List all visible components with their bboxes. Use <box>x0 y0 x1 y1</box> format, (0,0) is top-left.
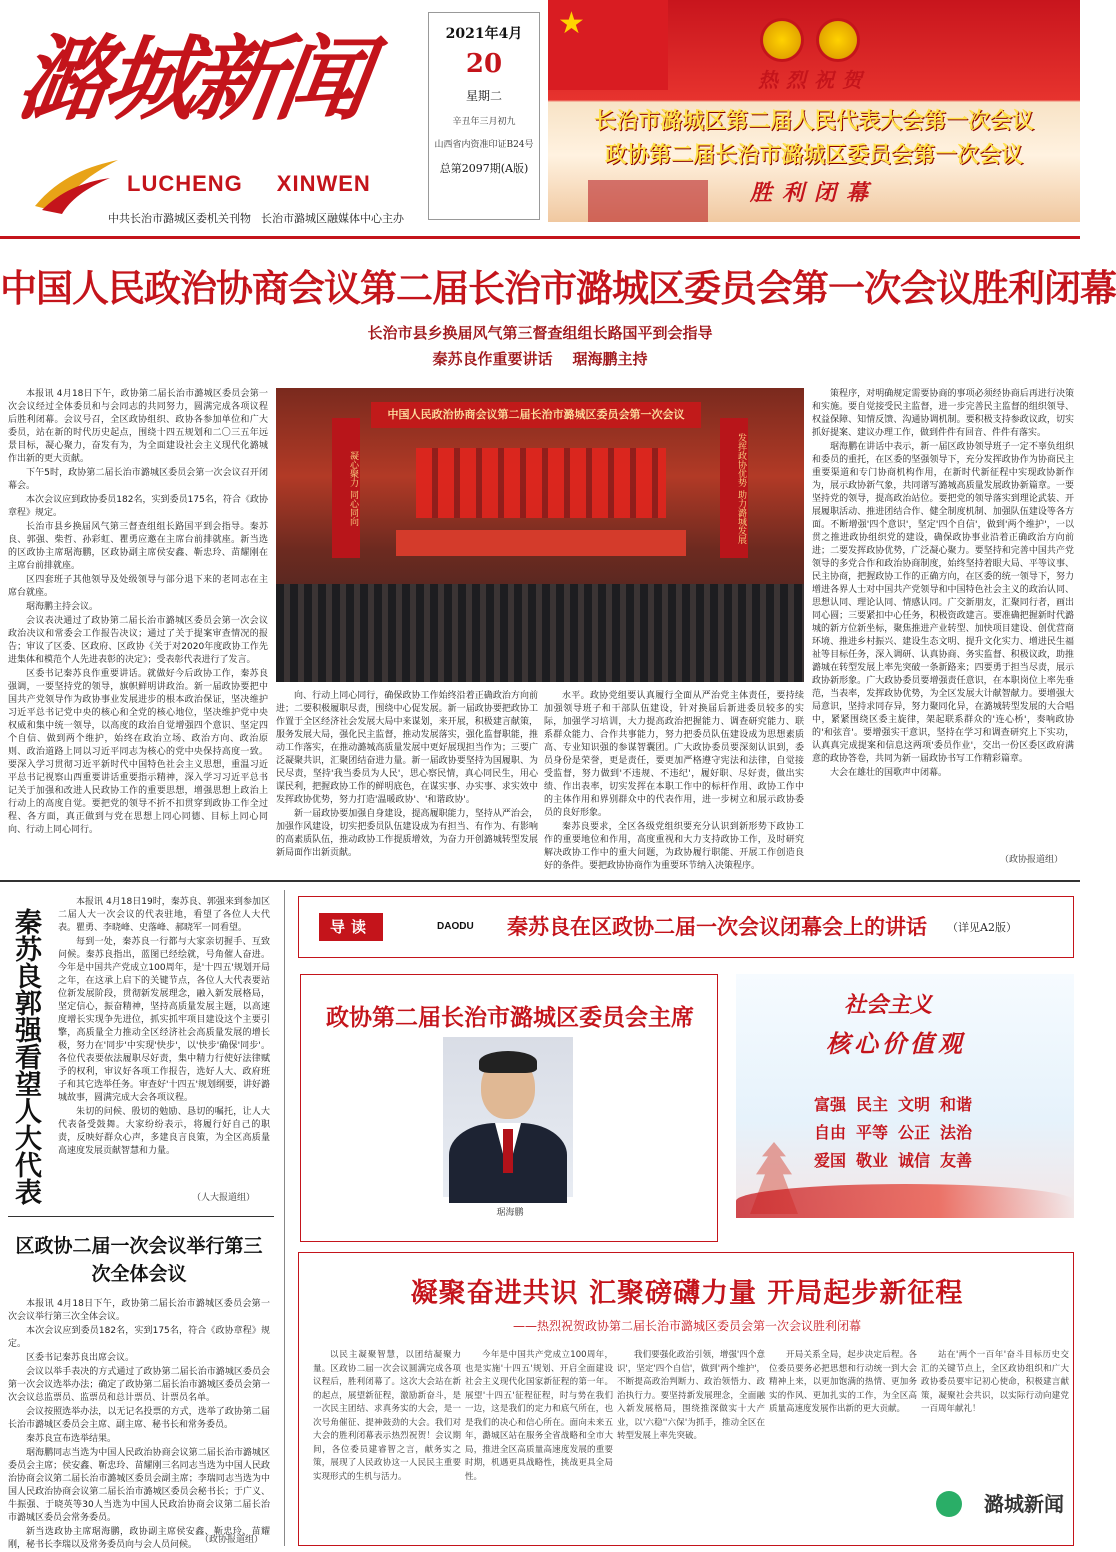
values-row <box>814 1092 982 1115</box>
lead-subhead-2 <box>0 348 1080 369</box>
value-word: 民主 <box>856 1095 889 1114</box>
pinyin-word: XINWEN <box>276 171 371 196</box>
value-word: 富强 <box>814 1095 847 1114</box>
paragraph: 区委书记秦苏良作重要讲话。就做好今后政协工作，秦苏良强调，一要坚持党的领导，旗帜鲜明讲政治。新一届政协要把中国共产党领导作为政协事业发展进步的根本政治保证，坚决维护习近平总书记党中央的核心和全党的核心地位，坚决维护党中央权威和集中统一领导，以高度的政治自觉增强四个意识、坚定四个自信、做到两个维护，始终在政治立场、政治方向、政治原则、政治道路上同以习近平同志为核心的党中央保持高度一致。要深入学习贯彻习近平新时代中国特色社会主义思想，重温习近平总书记视察山西重要讲话重要指示精神，深入学习习近平总书记关于加强和改进人民政协工作的重要思想，增强思想上政治上行动上的高度自觉。要把党的领导不折不扣贯穿到政协工作全过程、各方面，真正做到与党在思想上同心同德、目标上同心同向、行动上同心同行。 <box>8 669 268 835</box>
newspaper-pinyin <box>127 171 405 197</box>
lead-subhead: 长治市县乡换届风气第三督查组组长路国平到会指导 <box>367 324 713 342</box>
editorial-column <box>769 1349 917 1539</box>
paragraph: 本次会议应到政协委员182名，实到委员175名，符合《政协章程》规定。 <box>8 495 268 518</box>
paragraph: 下午5时，政协第二届长治市潞城区委员会第一次会议召开闭幕会。 <box>8 468 268 491</box>
portrait-photo <box>443 1037 573 1197</box>
paragraph: 我们要强化政治引领，增强'四个意识'，坚定'四个自信'，做到'两个维护'，不断提高政治判断力、政治领悟力、政治执行力。要坚持新发展理念，全面融入新发展格局，围绕推深做实十大产业，以'六稳''六保'为抓手，推动全区在转型发展上率先突破。 <box>617 1350 765 1441</box>
paragraph: 秦苏良宣布选举结果。 <box>26 1434 117 1444</box>
audience <box>276 584 804 682</box>
portrait-caption: 琚海鹏 <box>496 1208 524 1218</box>
guide-tag: 导读 <box>319 913 383 941</box>
paragraph: 长治市县乡换届风气第三督查组组长路国平到会指导。秦苏良、郭强、柴哲、孙彩虹、瞿勇应邀在主席台前排就座。新当选的区政协主席琚海鹏，区政协副主席侯安鑫、靳忠玲、苗耀刚在主席台前排就座。 <box>8 522 268 571</box>
brand <box>12 6 422 226</box>
byline: （政协报道组） <box>200 1535 264 1545</box>
masthead-divider <box>0 236 1080 239</box>
guide-pinyin: DAODU <box>437 921 474 932</box>
column-divider <box>284 890 285 1546</box>
paragraph: 开局关系全局，起步决定后程。各位委员要务必把思想和行动统一到大会精神上来，以更加饱满的热情、更加务实的作风、更加扎实的工作，为全区高质量高速度发展作出新的更大贡献。 <box>769 1350 917 1414</box>
guide-page-ref: （详见A2版） <box>947 921 1017 934</box>
section-divider <box>0 880 1080 882</box>
paragraph: 策程序，对明确规定需要协商的事项必须经协商后再进行决策和实施。要自觉接受民主监督，进一步完善民主监督的组织领导、权益保障、知情反馈、沟通协调机制。要积极支持参政议政，切实抓好提案、建议办理工作，做到件件有回音、件件有落实。 <box>812 389 1074 438</box>
value-word: 自由 <box>814 1123 847 1142</box>
lead-column-2 <box>276 690 538 870</box>
values-row <box>814 1120 982 1143</box>
stage <box>396 530 686 556</box>
lead-column-3 <box>544 690 804 870</box>
paragraph: 琚海鹏在讲话中表示，新一届区政协领导班子一定不辜负组织和委员的重托，在区委的坚强领导下，充分发挥政协作为协商民主重要渠道和专门协商机构作用，在新时代新征程中实现政协新作为，展示政协新气象，共同谱写潞城高质量发展政协新篇章。一要坚持党的领导，提高政治站位。要把党的领导落实到理论武装、开展履职活动、推进团结合作、健全制度机制、加强队伍建设等各方面。不断增强'四个意识'，坚定'四个自信'，做到'两个维护'，一以贯之推进政协组织党的建设，确保政协事业沿着正确政治方向前进；二要发挥政协优势，广泛凝心聚力。要坚持和完善中国共产党领导的多党合作和政治协商制度，始终坚持着眼大局、平等议事、民主协商，把握政协工作的正确方向，在区委的统一领导下，努力增进各界人士对中国共产党领导和中国特色社会主义的政治认同、思想认同、理论认同、情感认同。广交新朋友，汇聚同行者，画出同心圆；三要紧扣中心任务，积极资政建言。要准确把握新时代潞城的新方位新坐标，聚焦推进产业转型、加快项目建设、创优营商环境、推进乡村振兴、建设生态文明、提升文化实力、增进民生福祉等目标任务，深入调研、认真协商、务实监督、积极议政，助推潞城在转型发展上率先突破一条新路来；四要勇于担当尽责，展示政协新形象。广大政协委员要增强责任意识，在本职岗位上率先垂范，当表率，发挥政协优势，为全区发展大计献智献力。要增强大局意识，坚持求同存异，努力聚同化异，在潞城转型发展的大合唱中，紧紧围绕区委主旋律，架起联系群众的'连心桥'，奏响政协的'和弦音'。要增强实干意识，坚持在学习和调查研究上下实功，认真真完成提案和信息这两项'委员作业'，交出一份区委区政府满意的政协答卷，共同为新一届政协书写工作精彩篇章。 <box>812 442 1074 764</box>
paragraph: 水平。政协党组要认真履行全面从严治党主体责任，要持续加强领导班子和干部队伍建设，针对换届后新进委员较多的实际，加强学习培训，大力提高政治把握能力、调查研究能力、联系群众能力、合作共事能力，努力把委员队伍建设成为思想素质高、专业知识强的参谋智囊团。广大政协委员要深刻认识到，委员身份是荣誉，更是责任，要更加严格遵守宪法和法律，自觉接受监督，努力做到'不违规、不违纪'，履好职、尽好责，做出实绩、作出表率，切实发挥在本职工作中的标杆作用、政协工作中的主体作用和界别群众中的代表作用，进一步树立和展示政协委员的良好形象。 <box>544 691 804 818</box>
issue-number: 总第2097期(A版) <box>439 162 529 175</box>
tie <box>503 1129 513 1173</box>
paragraph: 站在'两个一百年'奋斗目标历史交汇的关键节点上，全区政协组织和广大政协委员要牢记初心使命，积极建言献策，凝聚社会共识，以实际行动向建党一百周年献礼！ <box>921 1350 1069 1414</box>
photo-stage-banner: 中国人民政治协商会议第二届长治市潞城区委员会第一次会议 <box>371 402 701 428</box>
value-word: 诚信 <box>898 1151 931 1170</box>
paragraph: 新一届政协要加强自身建设，提高履职能力，坚持从严治会，加强作风建设，切实把委员队伍建设成为有担当、有作为、有影响的高素质队伍，推动政协工作提质增效，为奋力开创潞城转型发展新局面作出新贡献。 <box>276 809 538 858</box>
editorial-column <box>465 1349 613 1539</box>
left-story-body <box>58 896 270 1194</box>
value-word: 文明 <box>898 1095 931 1114</box>
section-title: 区政协二届一次会议举行第三次全体会议 <box>15 1235 263 1285</box>
date-box <box>428 12 540 220</box>
paragraph: 以民主凝聚智慧，以团结凝聚力量。区政协二届一次会议圆满完成各项议程后，胜利闭幕了。这次大会站在新的起点，展望新征程，激励新奋斗，是一次民主团结、求真务实的大会，是一次号角催征、提神鼓劲的大会。我们对大会的胜利闭幕表示热烈祝贺！会议期间，各位委员建睿智之言，献务实之策，展现了人民政协这一人民民主重要实现形式的生机与活力。 <box>313 1350 461 1482</box>
weekday: 星期二 <box>465 89 502 103</box>
paragraph: 本报讯 4月18日下午，政协第二届长治市潞城区委员会第一次会议经过全体委员和与会同志的共同努力，圆满完成各项议程后胜利闭幕。会议号召，全区政协组织、政协各参加单位和广大委员，站在新的时代历史起点，围绕十四五规划和二〇三五年远景目标，凝心聚力，奋发有为，为全面建设社会主义现代化潞城作出新的更大贡献。 <box>8 389 268 464</box>
paragraph: 向、行动上同心同行，确保政协工作始终沿着正确政治方向前进；二要积极履职尽责，围绕中心促发展。新一届政协要把政协工作置于全区经济社会发展大局中来谋划，来开展，积极建言献策，服务发展大局，强化民主监督，推动发展落实，强化监督职能，推动工作落实，在推动潞城高质量发展中更好展现担当作为；三要广泛凝聚共识，汇聚团结奋进力量。新一届政协要坚持为国履职、为民尽责，坚持'我当委员为人民'，思心察民情，真心同民生，用心谋民利，把握政协工作的鲜明底色，在谋实事、办实事、求实效中发挥政协优势，努力打造'温暖政协'、'和谐政协'。 <box>276 691 538 805</box>
paragraph: 会议按照选举办法，以无记名投票的方式，选举了政协第二届长治市潞城区委员会主席、副主席、秘书长和常务委员。 <box>8 1407 270 1430</box>
masthead <box>0 0 1080 232</box>
value-word: 平等 <box>856 1123 889 1142</box>
photo-side-banner: 发挥政协优势 助力潞城发展 <box>720 418 748 558</box>
paragraph: 区四套班子其他领导及处级领导与部分退下来的老同志在主席台就座。 <box>8 575 268 598</box>
banner-line: 长治市潞城区第二届人民代表大会第一次会议 <box>593 108 1034 134</box>
value-word: 公正 <box>898 1123 931 1142</box>
paragraph: 朱切的问候、殷切的勉励、恳切的嘱托，让人大代表备受鼓舞。大家纷纷表示，将履行好自己的职责，反映好群众心声，多建良言良策，为全区高质量高速度发展贡献智慧和力量。 <box>58 1107 270 1156</box>
lunar-date: 辛丑年三月初九 <box>452 117 516 127</box>
paragraph: 会议表决通过了政协第二届长治市潞城区委员会第一次会议政治决议和常委会工作报告决议；通过了关于提案审查情况的报告；审议了区委、区政府、区政协《关于对2020年度政协工作先进集体和模范个人先进表彰的决定》；受表彰代表进行了发言。 <box>8 616 268 665</box>
editorial-column <box>313 1349 461 1539</box>
subhead-part: 秦苏良作重要讲话 <box>432 350 553 368</box>
guide-headline[interactable]: 秦苏良在区政协二届一次会议闭幕会上的讲话 <box>507 915 927 939</box>
value-word: 爱国 <box>814 1151 847 1170</box>
day: 20 <box>465 49 503 79</box>
flags-backdrop <box>416 448 666 518</box>
value-word: 法治 <box>940 1123 973 1142</box>
chair-portrait-box <box>300 974 718 1242</box>
conference-photo <box>276 388 804 682</box>
core-values-poster <box>736 974 1074 1218</box>
paragraph: 新当选政协主席琚海鹏，政协副主席侯安鑫、靳忠玲、苗耀刚，秘书长李瑞以及常务委员向与会人员问候。 <box>8 1527 270 1550</box>
paragraph: 琚海鹏主持会议。 <box>26 602 99 612</box>
paragraph: 本次会议应到委员182名，实到175名，符合《政协章程》规定。 <box>8 1326 270 1349</box>
banner-line: 政协第二届长治市潞城区委员会第一次会议 <box>604 142 1023 168</box>
paragraph: 本报讯 4月18日下午，政协第二届长治市潞城区委员会第一次会议举行第三次全体会议。 <box>8 1299 270 1322</box>
national-emblem-icon <box>760 18 804 62</box>
banner-cheer: 热烈祝贺 <box>758 68 870 92</box>
lead-headline: 中国人民政治协商会议第二届长治市潞城区委员会第一次会议胜利闭幕 <box>0 267 1116 310</box>
poster-title: 核心价值观 <box>826 1029 966 1058</box>
chair-title: 政协第二届长治市潞城区委员会主席 <box>326 1005 694 1031</box>
newspaper-title: 潞城新闻 <box>11 25 371 133</box>
editorial-title: 凝聚奋进共识 汇聚磅礴力量 开局起步新征程 <box>410 1278 964 1309</box>
banner-closing: 胜利闭幕 <box>749 180 878 206</box>
pinyin-word: LUCHENG <box>127 171 243 196</box>
lead-column-4 <box>812 388 1074 856</box>
paragraph: 会议以举手表决的方式通过了政协第二届长治市潞城区委员会第一次会议选举办法；确定了政协第二届长治市潞城区委员会第一次会议总监票员、监票员和总计票员、计票员名单。 <box>8 1367 270 1403</box>
byline: （人大报道组） <box>192 1193 256 1203</box>
value-word: 和谐 <box>940 1095 973 1114</box>
paragraph: 今年是中国共产党成立100周年，也是实施'十四五'规划、开启全面建设社会主义现代化国家新征程的第一年。展望'十四五'征程征程，时与势在我们一边，这是我们的定力和底气所在，也是我们的决心和信心所在。面向未来五年，潞城区站在服务全省战略和全市大局，推进全区高质量高速度发展的重要时期，机遇更具战略性，挑战更具全局性。 <box>465 1350 613 1482</box>
paragraph: 秦苏良要求，全区各级党组织要充分认识到新形势下政协工作的重要地位和作用，高度重视和大力支持政协工作，及时研究解决政协工作中的重大问题，为政协履行职能、开展工作创造良好的条件。要把政协协商作为重要环节纳入决策程序。 <box>544 822 804 871</box>
photo-side-banner: 凝心聚力 同心同向 <box>332 418 360 558</box>
editorial-subtitle: ——热烈祝贺政协第二届长治市潞城区委员会第一次会议胜利闭幕 <box>512 1319 861 1333</box>
paragraph: 每到一处，秦苏良一行都与大家亲切握手、互致问候。秦苏良指出，蓝图已经绘就，号角催人奋进。今年是中国共产党成立100周年，是'十四五'规划开局之年，在这承上启下的关键节点，各位人大代表要站位新发展阶段，贯彻新发展理念，融入新发展格局，坚定信心，振奋精神，坚持高质量发展主题，以高速度增长实现争先进位，抓实抓牢项目建设这个主要引擎，高质量全力推动全区经济社会高质量发展的增长极，努力在'同步'中实现'快步'，以'快步'确保'同步'。各位代表要依法履职尽好责，集中精力行使好法律赋予的权利，审议好各项工作报告，选好人大、政府班子和其它选举任务。审查好'十四五'规划纲要，讲好潞城故事，圆满完成大会各项议程。 <box>58 937 270 1103</box>
subhead-part: 琚海鹏主持 <box>572 350 648 368</box>
values-row <box>814 1148 982 1171</box>
byline: （政协报道组） <box>1000 855 1064 865</box>
app-watermark: 潞城新闻 <box>930 1486 1070 1522</box>
paragraph: 琚海鹏同志当选为中国人民政治协商会议第二届长治市潞城区委员会主席；侯安鑫、靳忠玲、苗耀刚三名同志当选为中国人民政治协商会议第二届长治市潞城区委员会副主席；李瑞同志当选为中国人民政治协商会议第二届长治市潞城区委员会秘书长；于广义、牛振强、于晓英等30人当选为中国人民政治协商会议第二届长治市潞城区委员会常务委员。 <box>8 1448 270 1523</box>
congratulation-banner <box>548 0 1080 222</box>
sponsor-line <box>108 210 414 226</box>
cppcc-emblem-icon <box>816 18 860 62</box>
sponsor: 长治市潞城区融媒体中心主办 <box>261 212 404 225</box>
hair <box>479 1051 537 1073</box>
paragraph: 本报讯 4月18日19时，秦苏良、郭强来到参加区二届人大一次会议的代表驻地，看望了各位人大代表。瞿勇、李晓峰、史落峰、郝晓军一同看望。 <box>58 897 270 933</box>
paragraph: 大会在雄壮的国歌声中闭幕。 <box>830 768 948 778</box>
editorial-column <box>617 1349 765 1539</box>
sponsor: 中共长治市潞城区委机关刊物 <box>108 212 251 225</box>
red-ribbon <box>736 1184 1074 1218</box>
guide-bar <box>298 896 1074 958</box>
value-word: 友善 <box>940 1151 973 1170</box>
poster-title: 社会主义 <box>844 992 933 1018</box>
lead-column-1 <box>8 388 268 882</box>
value-word: 敬业 <box>856 1151 889 1170</box>
section-divider <box>8 1216 274 1217</box>
vertical-headline: 秦苏良郭强看望人大代表 <box>10 907 41 1205</box>
paragraph: 区委书记秦苏良出席会议。 <box>26 1353 135 1363</box>
year-month: 2021年4月 <box>445 26 523 42</box>
swoosh-logo-icon <box>30 156 120 216</box>
print-license: 山西省内资准印证B24号 <box>434 140 534 150</box>
